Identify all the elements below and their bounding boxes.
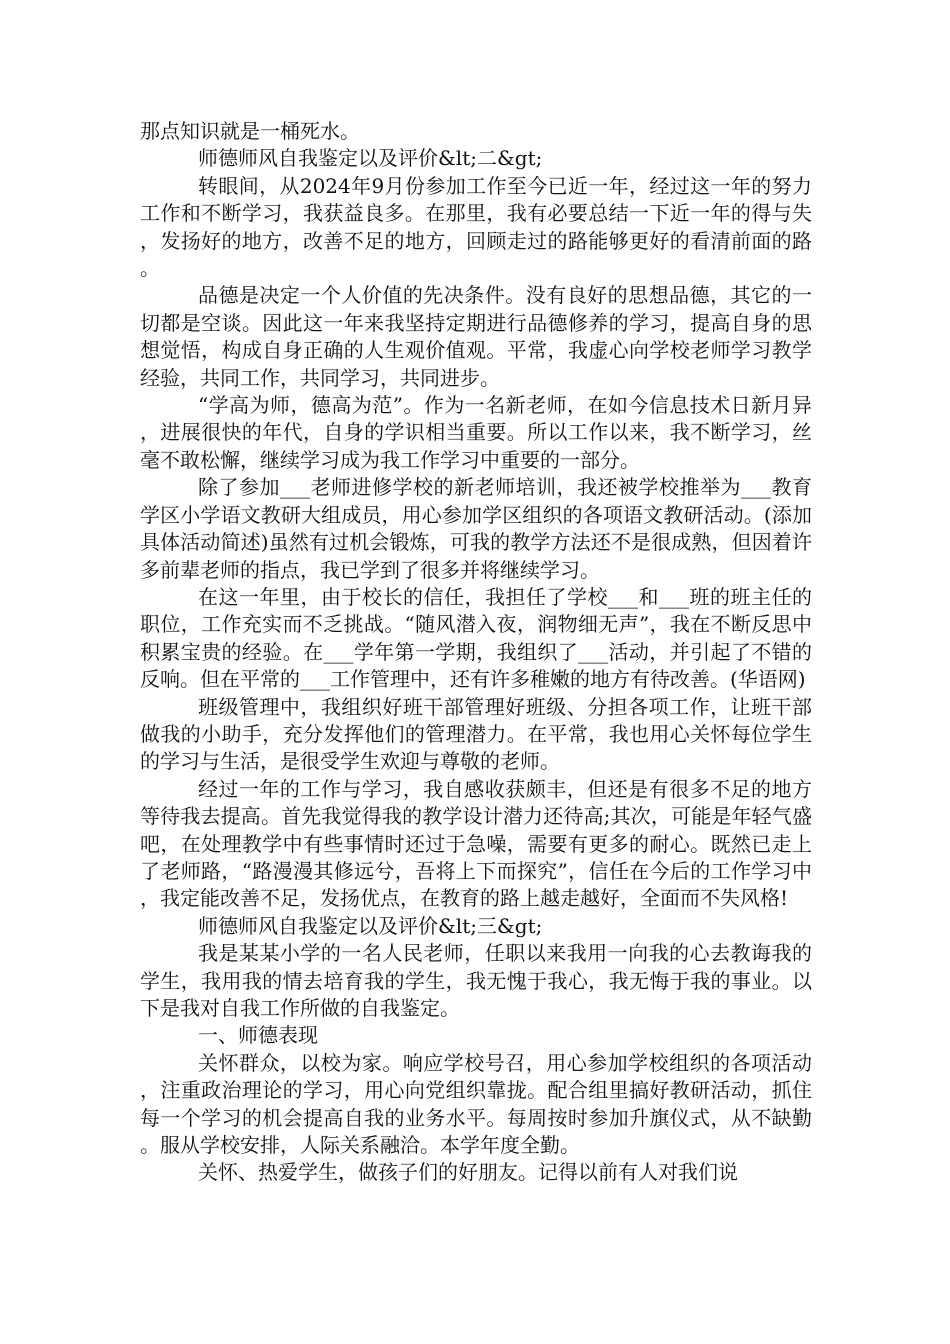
paragraph: “学高为师，德高为范”。作为一名新老师，在如今信息技术日新月异，进展很快的年代，自身的学识相当重要。所以工作以来，我不断学习，丝毫不敢松懈，继续学习成为我工作学习中重要的一部分。 (140, 393, 812, 472)
subsection-heading: 一、师德表现 (198, 1023, 318, 1048)
paragraph: 班级管理中，我组织好班干部管理好班级、分担各项工作，让班干部做我的小助手，充分发挥他们的管理潜力。在平常，我也用心关怀每位学生的学习与生活，是很受学生欢迎与尊敬的老师。 (140, 694, 812, 774)
document-body (140, 118, 812, 1187)
paragraph: 关怀群众，以校为家。响应学校号召，用心参加学校组织的各项活动，注重政治理论的学习，用心向党组织靠拢。配合组里搞好教研活动，抓住每一个学习的机会提高自我的业务水平。每周按时参加升旗仪式，从不缺勤。服从学校安排，人际关系融洽。本学年度全勤。 (140, 1050, 812, 1158)
paragraph: 经过一年的工作与学习，我自感收获颇丰，但还是有很多不足的地方等待我去提高。首先我觉得我的教学设计潜力还待高;其次，可能是年轻气盛吧，在处理教学中有些事情时还过于急噪，需要有更多的耐心。既然已走上了老师路，“路漫漫其修远兮，吾将上下而探究”，信任在今后的工作学习中，我定能改善不足，发扬优点，在教育的路上越走越好，全面而不失风格! (140, 776, 812, 911)
section-heading-two: 师德师风自我鉴定以及评价&lt;二&gt; (198, 146, 543, 171)
section-heading-three: 师德师风自我鉴定以及评价&lt;三&gt; (198, 913, 543, 938)
paragraph: 关怀、热爱学生，做孩子们的好朋友。记得以前有人对我们说 (198, 1160, 738, 1185)
paragraph: 除了参加___老师进修学校的新老师培训，我还被学校推举为___教育学区小学语文教研大组成员，用心参加学区组织的各项语文教研活动。(添加具体活动简述)虽然有过机会锻炼，可我的教学方法还不是很成熟，但因着许多前辈老师的指点，我已学到了很多并将继续学习。 (140, 475, 812, 582)
paragraph: 在这一年里，由于校长的信任，我担任了学校___和___班的班主任的职位，工作充实而不乏挑战。“随风潜入夜，润物细无声”，我在不断反思中积累宝贵的经验。在___学年第一学期，我组织了___活动，并引起了不错的反响。但在平常的___工作管理中，还有许多稚嫩的地方有待改善。(华语网) (140, 584, 812, 692)
paragraph: 我是某某小学的一名人民老师，任职以来我用一向我的心去教诲我的学生，我用我的情去培育我的学生，我无愧于我心，我无悔于我的事业。以下是我对自我工作所做的自我鉴定。 (140, 941, 812, 1020)
paragraph-continuation: 那点知识就是一桶死水。 (140, 119, 360, 143)
paragraph: 品德是决定一个人价值的先决条件。没有良好的思想品德，其它的一切都是空谈。因此这一年来我坚持定期进行品德修养的学习，提高自身的思想觉悟，构成自身正确的人生观价值观。平常，我虚心向学校老师学习教学经验，共同工作，共同学习，共同进步。 (140, 283, 812, 390)
paragraph: 转眼间，从2024年9月份参加工作至今已近一年，经过这一年的努力工作和不断学习，我获益良多。在那里，我有必要总结一下近一年的得与失，发扬好的地方，改善不足的地方，回顾走过的路能够更好的看清前面的路。 (140, 173, 812, 281)
